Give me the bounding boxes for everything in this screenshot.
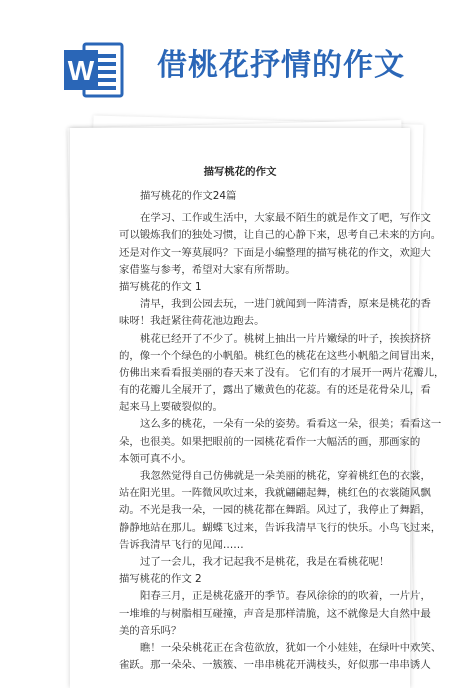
- paragraph-line: 清早，我到公园去玩，一进门就闻到一阵清香，原来是桃花的香: [140, 298, 431, 311]
- paragraph-line: 告诉我清早飞行的见闻……: [119, 538, 244, 551]
- document-page: [70, 128, 445, 688]
- document-title: 描写桃花的作文: [203, 166, 277, 178]
- paragraph-line: 在学习、工作或生活中，大家最不陌生的就是作文了吧，写作文: [140, 212, 431, 225]
- paragraph-line: 这么多的桃花，一朵有一朵的姿势。看看这一朵，很美；看看这一: [140, 418, 442, 431]
- paragraph-line: 站在阳光里。一阵微风吹过来，我就翩翩起舞，桃红色的衣裳随风飘: [119, 487, 431, 500]
- document-subtitle: 描写桃花的作文24篇: [140, 190, 237, 202]
- paragraph-line: 起来马上要破裂似的。: [119, 401, 223, 414]
- intro-paragraph: [119, 210, 442, 279]
- paragraph-line: 桃花已经开了不少了。桃树上抽出一片片嫩绿的叶子，挨挨挤挤: [140, 332, 431, 345]
- paragraph-line: 美的音乐吗？: [119, 624, 182, 637]
- paragraph-line: 味呀！我赶紧往荷花池边跑去。: [119, 315, 265, 328]
- paragraph-line: 有的花瓣儿全展开了，露出了嫩黄色的花蕊。有的还是花骨朵儿，看: [119, 384, 431, 397]
- paragraph-line: 还是对作文一筹莫展吗？下面是小编整理的描写桃花的作文，欢迎大: [119, 246, 431, 259]
- paragraph-line: 本领可真不小。: [119, 452, 192, 465]
- essay1-paragraph-1: [119, 296, 431, 330]
- section-heading-2: 描写桃花的作文 2: [119, 573, 202, 586]
- paragraph-line: 一堆堆的与树脂相互碰撞，声音是那样清脆，这不就像是大自然中最: [119, 607, 431, 620]
- banner: [0, 0, 474, 112]
- essay1-paragraph-4: [119, 468, 442, 554]
- paragraph-line: 静静地站在那儿。蝴蝶飞过来，告诉我清早飞行的快乐。小鸟飞过来，: [119, 521, 442, 534]
- paragraph-line: 过了一会儿，我才记起我不是桃花，我是在看桃花呢！: [140, 555, 390, 568]
- word-icon-letter: W: [67, 55, 95, 86]
- paragraph-line: 阳春三月，正是桃花盛开的季节。春风徐徐的的吹着，一片片，: [140, 590, 431, 603]
- essay2-paragraph-1: [119, 588, 431, 640]
- paragraph-line: 瞧！一朵朵桃花正在含苞欲放，犹如一个小娃娃，在绿叶中欢笑、: [140, 641, 442, 654]
- section-heading-1: 描写桃花的作文 1: [119, 280, 202, 293]
- essay1-paragraph-5: [119, 554, 390, 571]
- paragraph-line: 动。不光是我一朵，一园的桃花都在舞蹈。风过了，我停止了舞蹈，: [119, 504, 431, 517]
- paragraph-line: 家借鉴与参考，希望对大家有所帮助。: [119, 263, 296, 276]
- paragraph-line: 的，像一个个绿色的小帆船。桃红色的桃花在这些小帆船之间冒出来，: [119, 349, 442, 362]
- paragraph-line: 朵，也很美。如果把眼前的一园桃花看作一大幅活的画，那画家的: [119, 435, 421, 448]
- essay1-paragraph-3: [119, 416, 442, 468]
- word-document-icon: [62, 40, 126, 100]
- paragraph-line: 仿佛出来看看报美丽的春天来了没有。 它们有的才展开一两片花瓣儿，: [119, 366, 445, 379]
- essay2-paragraph-2: [119, 640, 442, 674]
- paragraph-line: 我忽然觉得自己仿佛就是一朵美丽的桃花，穿着桃红色的衣裳，: [140, 470, 431, 482]
- paragraph-line: 可以锻炼我们的独处习惯，让自己的心静下来，思考自己未来的方向。: [119, 229, 442, 242]
- paragraph-line: 雀跃。那一朵朵、一簇簇、一串串桃花开满枝头，好似那一串串诱人: [119, 659, 431, 672]
- document-body: [119, 188, 445, 674]
- banner-title: 借桃花抒情的作文: [157, 48, 405, 83]
- essay1-paragraph-2: [119, 331, 445, 417]
